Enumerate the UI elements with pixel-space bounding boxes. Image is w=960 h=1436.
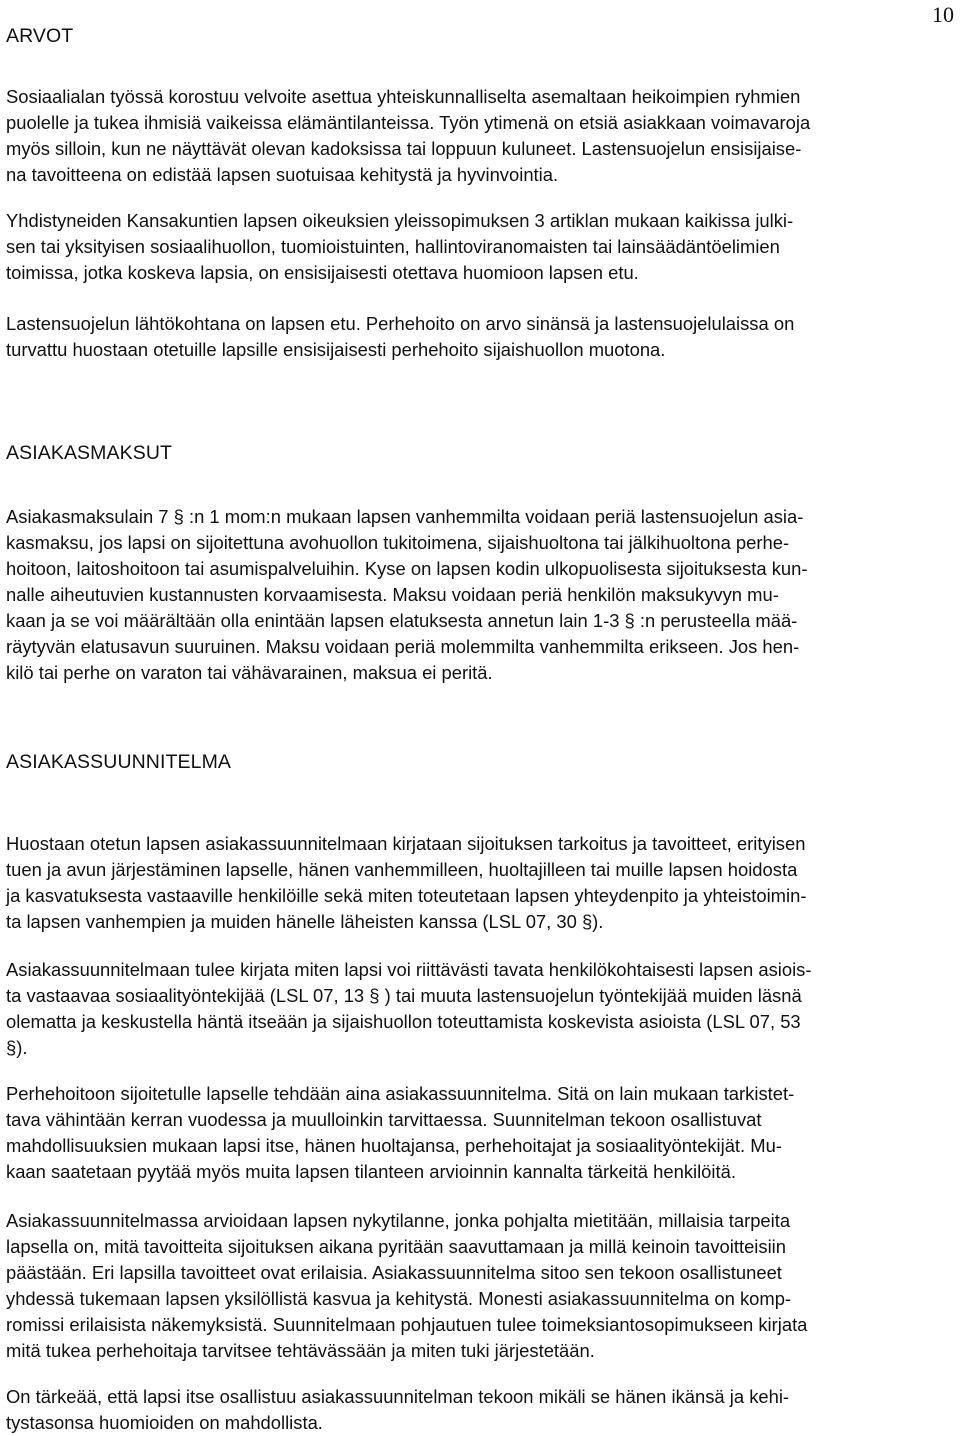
paragraph-line: lapsella on, mitä tavoitteita sijoituksen aikana pyritään saavuttamaan ja millä keinoin tavoitteisiin — [6, 1236, 786, 1257]
paragraph-line: Yhdistyneiden Kansakuntien lapsen oikeuksien yleissopimuksen 3 artiklan mukaan kaikissa julki- — [6, 210, 794, 231]
paragraph-line: räytyvän elatusavun suuruinen. Maksu voidaan periä molemmilta vanhemmilta erikseen. Jos hen- — [6, 636, 800, 657]
paragraph-line: tuen ja avun järjestäminen lapselle, hänen vanhemmilleen, huoltajilleen tai muille lapsen hoidosta — [6, 859, 798, 880]
paragraph-line: kaan ja se voi määrältään olla enintään lapsen elatuksesta annetun lain 1-3 § :n perusteella mää- — [6, 610, 798, 631]
paragraph — [6, 1208, 954, 1364]
paragraph-line: puolelle ja tukea ihmisiä vaikeissa elämäntilanteissa. Työn ytimenä on etsiä asiakkaan voimavaroja — [6, 112, 811, 133]
paragraph — [6, 311, 954, 363]
paragraph-line: kasmaksu, jos lapsi on sijoitettuna avohuollon tukitoimena, sijaishuoltona tai jälkihuoltona perhe- — [6, 532, 790, 553]
paragraph — [6, 208, 954, 286]
paragraph-line: On tärkeää, että lapsi itse osallistuu asiakassuunnitelman tekoon mikäli se hänen ikänsä ja kehi- — [6, 1386, 790, 1407]
paragraph-line: ja kasvatuksesta vastaaville henkilöille sekä miten toteutetaan lapsen yhteydenpito ja yhteistoimin- — [6, 885, 807, 906]
paragraph-line: ta lapsen vanhempien ja muiden hänelle läheisten kanssa (LSL 07, 30 §). — [6, 911, 604, 932]
paragraph-line: Perhehoitoon sijoitetulle lapselle tehdään aina asiakassuunnitelma. Sitä on lain mukaan tarkistet- — [6, 1083, 795, 1104]
paragraph-line: kaan saatetaan pyytää myös muita lapsen tilanteen arvioinnin kannalta tärkeitä henkilöitä. — [6, 1161, 736, 1182]
paragraph-line: turvattu huostaan otetuille lapsille ensisijaisesti perhehoito sijaishuollon muotona. — [6, 339, 666, 360]
paragraph-line: kilö tai perhe on varaton tai vähävarainen, maksua ei peritä. — [6, 662, 493, 683]
paragraph-line: myös silloin, kun ne näyttävät olevan kadoksissa tai loppuun kuluneet. Lastensuojelun ensisijaise- — [6, 138, 802, 159]
paragraph-line: olematta ja keskustella häntä itseään ja sijaishuollon toteuttamista koskevista asioista (LSL 07, 53 — [6, 1011, 801, 1032]
section-heading-asiakasmaksut: ASIAKASMAKSUT — [6, 442, 173, 464]
paragraph-line: mahdollisuuksien mukaan lapsi itse, hänen huoltajansa, perhehoitajat ja sosiaalityöntekijät. Mu- — [6, 1135, 782, 1156]
page-number: 10 — [932, 2, 954, 27]
paragraph-line: päästään. Eri lapsilla tavoitteet ovat erilaisia. Asiakassuunnitelma sitoo sen tekoon osallistuneet — [6, 1262, 782, 1283]
paragraph-line: romissi erilaisista näkemyksistä. Suunnitelmaan pohjautuen tulee toimeksiantosopimukseen kirjata — [6, 1314, 808, 1335]
paragraph — [6, 504, 954, 686]
paragraph-line: nalle aiheutuvien kustannusten korvaamisesta. Maksu voidaan periä henkilön maksukyvyn mu- — [6, 584, 779, 605]
paragraph-line: Lastensuojelun lähtökohtana on lapsen etu. Perhehoito on arvo sinänsä ja lastensuojelulaissa on — [6, 313, 795, 334]
paragraph-line: Sosiaalialan työssä korostuu velvoite asettua yhteiskunnalliselta asemaltaan heikoimpien ryhmien — [6, 86, 801, 107]
paragraph-line: Asiakassuunnitelmassa arvioidaan lapsen nykytilanne, jonka pohjalta mietitään, millaisia tarpeita — [6, 1210, 791, 1231]
paragraph-line: Asiakasmaksulain 7 § :n 1 mom:n mukaan lapsen vanhemmilta voidaan periä lastensuojelun asia- — [6, 506, 804, 527]
paragraph-line: tava vähintään kerran vuodessa ja muulloinkin tarvittaessa. Suunnitelman tekoon osallistuvat — [6, 1109, 762, 1130]
paragraph — [6, 957, 954, 1061]
paragraph-line: Huostaan otetun lapsen asiakassuunnitelmaan kirjataan sijoituksen tarkoitus ja tavoitteet, erityisen — [6, 833, 806, 854]
paragraph-line: mitä tukea perhehoitaja tarvitsee tehtävässään ja miten tuki järjestetään. — [6, 1340, 595, 1361]
paragraph — [6, 1384, 954, 1436]
paragraph-line: §). — [6, 1037, 28, 1058]
paragraph-line: ta vastaavaa sosiaalityöntekijää (LSL 07, 13 § ) tai muuta lastensuojelun työntekijää muiden läsnä — [6, 985, 802, 1006]
paragraph-line: na tavoitteena on edistää lapsen suotuisaa kehitystä ja hyvinvointia. — [6, 164, 559, 185]
paragraph — [6, 84, 954, 188]
paragraph-line: yhdessä tukemaan lapsen yksilöllistä kasvua ja kehitystä. Monesti asiakassuunnitelma on komp- — [6, 1288, 792, 1309]
paragraph-line: tystasonsa huomioiden on mahdollista. — [6, 1412, 323, 1433]
paragraph — [6, 831, 954, 935]
section-heading-asiakassuunnitelma: ASIAKASSUUNNITELMA — [6, 751, 232, 773]
paragraph-line: toimissa, jotka koskeva lapsia, on ensisijaisesti otettava huomioon lapsen etu. — [6, 262, 639, 283]
paragraph-line: sen tai yksityisen sosiaalihuollon, tuomioistuinten, hallintoviranomaisten tai lainsäädäntöelimien — [6, 236, 780, 257]
section-heading-arvot: ARVOT — [6, 25, 74, 47]
paragraph-line: hoitoon, laitoshoitoon tai asumispalveluihin. Kyse on lapsen kodin ulkopuolisesta sijoituksesta kun- — [6, 558, 808, 579]
paragraph — [6, 1081, 954, 1185]
paragraph-line: Asiakassuunnitelmaan tulee kirjata miten lapsi voi riittävästi tavata henkilökohtaisesti lapsen asiois- — [6, 959, 812, 980]
